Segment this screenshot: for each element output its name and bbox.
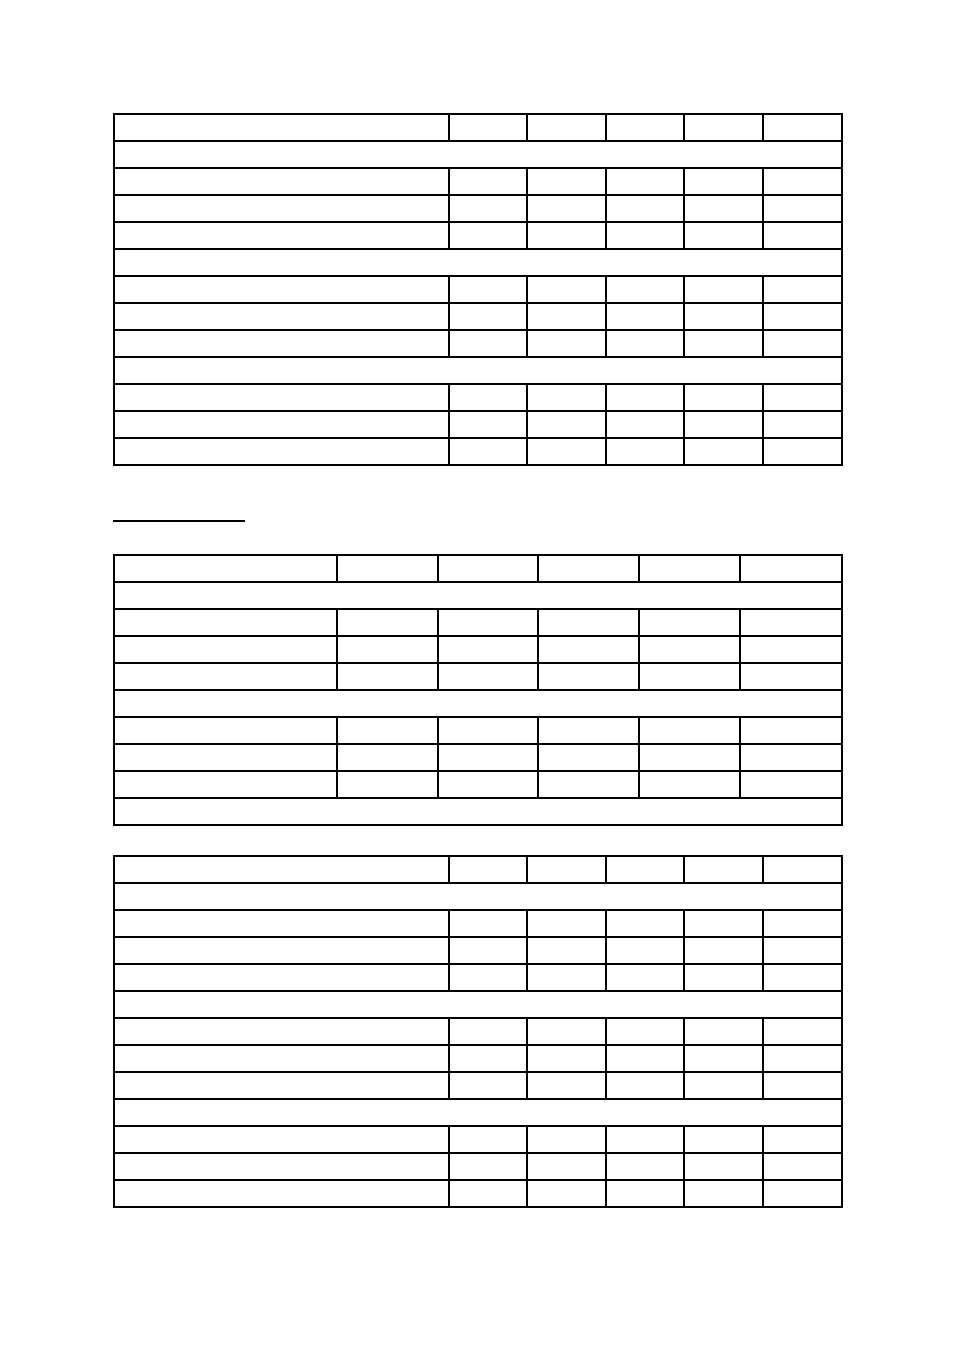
value-cell (337, 636, 438, 663)
table-row (114, 411, 842, 438)
value-cell (763, 168, 842, 195)
row-label-cell (114, 384, 449, 411)
value-cell (684, 222, 763, 249)
row-label-cell (114, 195, 449, 222)
row-label-cell (114, 276, 449, 303)
value-cell (606, 1180, 684, 1207)
value-cell (449, 411, 527, 438)
value-cell (449, 222, 527, 249)
value-cell (527, 330, 606, 357)
value-cell (763, 222, 842, 249)
value-cell (763, 303, 842, 330)
row-label-cell (114, 1072, 449, 1099)
value-cell (538, 744, 639, 771)
value-cell (606, 438, 684, 465)
value-cell (684, 1018, 763, 1045)
value-cell (527, 1072, 606, 1099)
value-cell (763, 438, 842, 465)
value-cell (538, 663, 639, 690)
value-cell (449, 910, 527, 937)
value-cell (527, 1180, 606, 1207)
row-label-cell (114, 555, 337, 582)
value-cell (684, 1072, 763, 1099)
value-cell (527, 1126, 606, 1153)
value-cell (684, 1126, 763, 1153)
table-row (114, 910, 842, 937)
value-cell (763, 856, 842, 883)
value-cell (740, 636, 842, 663)
table-header-row (114, 114, 842, 141)
row-label-cell (114, 1045, 449, 1072)
row-label-cell (114, 744, 337, 771)
table-1 (113, 113, 843, 466)
value-cell (527, 438, 606, 465)
value-cell (449, 438, 527, 465)
value-cell (740, 771, 842, 798)
value-cell (438, 609, 538, 636)
value-cell (606, 1045, 684, 1072)
value-cell (763, 1045, 842, 1072)
value-cell (538, 555, 639, 582)
value-cell (639, 555, 740, 582)
table-2-body (114, 555, 842, 825)
row-label-cell (114, 330, 449, 357)
value-cell (606, 856, 684, 883)
value-cell (527, 276, 606, 303)
table-3 (113, 855, 843, 1208)
table-row (114, 303, 842, 330)
table-row (114, 609, 842, 636)
value-cell (606, 276, 684, 303)
value-cell (337, 609, 438, 636)
row-label-cell (114, 438, 449, 465)
value-cell (606, 303, 684, 330)
table-row (114, 222, 842, 249)
value-cell (684, 303, 763, 330)
value-cell (606, 1072, 684, 1099)
value-cell (684, 276, 763, 303)
row-label-cell (114, 1153, 449, 1180)
value-cell (684, 114, 763, 141)
table-section-row (114, 991, 842, 1018)
row-label-cell (114, 1126, 449, 1153)
value-cell (449, 114, 527, 141)
table-row (114, 937, 842, 964)
value-cell (337, 771, 438, 798)
value-cell (763, 1018, 842, 1045)
table-row (114, 330, 842, 357)
row-label-cell (114, 1180, 449, 1207)
value-cell (763, 1072, 842, 1099)
row-label-cell (114, 168, 449, 195)
value-cell (527, 856, 606, 883)
value-cell (606, 330, 684, 357)
section-cell (114, 883, 842, 910)
value-cell (438, 771, 538, 798)
value-cell (449, 1153, 527, 1180)
value-cell (527, 1018, 606, 1045)
table-row (114, 1153, 842, 1180)
table-row (114, 636, 842, 663)
value-cell (639, 609, 740, 636)
section-cell (114, 991, 842, 1018)
table-section-row (114, 141, 842, 168)
value-cell (527, 964, 606, 991)
section-cell (114, 141, 842, 168)
value-cell (684, 910, 763, 937)
table-row (114, 168, 842, 195)
value-cell (740, 555, 842, 582)
table-1-body (114, 114, 842, 465)
row-label-cell (114, 856, 449, 883)
value-cell (438, 663, 538, 690)
value-cell (538, 771, 639, 798)
value-cell (606, 1018, 684, 1045)
table-row (114, 744, 842, 771)
table-section-row (114, 798, 842, 825)
value-cell (337, 717, 438, 744)
table-row (114, 1072, 842, 1099)
value-cell (527, 1045, 606, 1072)
value-cell (740, 663, 842, 690)
value-cell (684, 856, 763, 883)
row-label-cell (114, 222, 449, 249)
value-cell (449, 330, 527, 357)
value-cell (606, 1126, 684, 1153)
value-cell (606, 964, 684, 991)
value-cell (449, 276, 527, 303)
value-cell (684, 168, 763, 195)
value-cell (763, 276, 842, 303)
table-section-row (114, 690, 842, 717)
value-cell (337, 663, 438, 690)
value-cell (449, 964, 527, 991)
value-cell (527, 195, 606, 222)
row-label-cell (114, 910, 449, 937)
row-label-cell (114, 964, 449, 991)
row-label-cell (114, 636, 337, 663)
value-cell (740, 744, 842, 771)
value-cell (763, 1153, 842, 1180)
value-cell (606, 195, 684, 222)
value-cell (449, 384, 527, 411)
value-cell (763, 195, 842, 222)
row-label-cell (114, 937, 449, 964)
table-section-row (114, 357, 842, 384)
value-cell (763, 1126, 842, 1153)
value-cell (606, 411, 684, 438)
value-cell (527, 1153, 606, 1180)
row-label-cell (114, 771, 337, 798)
table-row (114, 1180, 842, 1207)
table-header-row (114, 555, 842, 582)
section-cell (114, 798, 842, 825)
heading-underline (113, 520, 245, 522)
value-cell (438, 636, 538, 663)
row-label-cell (114, 663, 337, 690)
value-cell (527, 168, 606, 195)
value-cell (740, 609, 842, 636)
value-cell (527, 384, 606, 411)
value-cell (449, 168, 527, 195)
section-cell (114, 357, 842, 384)
table-section-row (114, 582, 842, 609)
value-cell (527, 303, 606, 330)
value-cell (538, 609, 639, 636)
section-cell (114, 582, 842, 609)
value-cell (639, 663, 740, 690)
table-section-row (114, 1099, 842, 1126)
value-cell (606, 222, 684, 249)
row-label-cell (114, 1018, 449, 1045)
value-cell (438, 744, 538, 771)
value-cell (449, 1180, 527, 1207)
value-cell (684, 1153, 763, 1180)
value-cell (527, 222, 606, 249)
value-cell (763, 910, 842, 937)
value-cell (606, 168, 684, 195)
row-label-cell (114, 411, 449, 438)
value-cell (337, 744, 438, 771)
section-cell (114, 1099, 842, 1126)
value-cell (639, 636, 740, 663)
value-cell (606, 937, 684, 964)
value-cell (449, 1018, 527, 1045)
value-cell (684, 1180, 763, 1207)
value-cell (449, 1045, 527, 1072)
value-cell (438, 555, 538, 582)
table-row (114, 717, 842, 744)
value-cell (763, 964, 842, 991)
value-cell (763, 384, 842, 411)
value-cell (527, 411, 606, 438)
table-row (114, 663, 842, 690)
section-cell (114, 249, 842, 276)
row-label-cell (114, 717, 337, 744)
table-section-row (114, 249, 842, 276)
value-cell (763, 330, 842, 357)
value-cell (606, 1153, 684, 1180)
value-cell (684, 411, 763, 438)
value-cell (449, 1072, 527, 1099)
table-row (114, 1126, 842, 1153)
value-cell (538, 636, 639, 663)
value-cell (639, 771, 740, 798)
value-cell (684, 964, 763, 991)
value-cell (449, 856, 527, 883)
table-row (114, 964, 842, 991)
row-label-cell (114, 303, 449, 330)
table-row (114, 1018, 842, 1045)
table-row (114, 384, 842, 411)
table-3-body (114, 856, 842, 1207)
section-cell (114, 690, 842, 717)
value-cell (449, 1126, 527, 1153)
value-cell (763, 411, 842, 438)
row-label-cell (114, 114, 449, 141)
value-cell (449, 303, 527, 330)
table-row (114, 195, 842, 222)
table-row (114, 438, 842, 465)
value-cell (449, 195, 527, 222)
value-cell (763, 1180, 842, 1207)
table-header-row (114, 856, 842, 883)
value-cell (684, 1045, 763, 1072)
value-cell (684, 937, 763, 964)
value-cell (606, 384, 684, 411)
value-cell (527, 937, 606, 964)
value-cell (740, 717, 842, 744)
table-row (114, 771, 842, 798)
value-cell (763, 114, 842, 141)
value-cell (684, 195, 763, 222)
table-row (114, 276, 842, 303)
table-2 (113, 554, 843, 826)
value-cell (527, 910, 606, 937)
value-cell (684, 384, 763, 411)
value-cell (639, 744, 740, 771)
value-cell (763, 937, 842, 964)
row-label-cell (114, 609, 337, 636)
value-cell (337, 555, 438, 582)
value-cell (684, 330, 763, 357)
value-cell (639, 717, 740, 744)
value-cell (538, 717, 639, 744)
value-cell (527, 114, 606, 141)
table-row (114, 1045, 842, 1072)
value-cell (438, 717, 538, 744)
value-cell (684, 438, 763, 465)
value-cell (449, 937, 527, 964)
value-cell (606, 910, 684, 937)
table-section-row (114, 883, 842, 910)
value-cell (606, 114, 684, 141)
